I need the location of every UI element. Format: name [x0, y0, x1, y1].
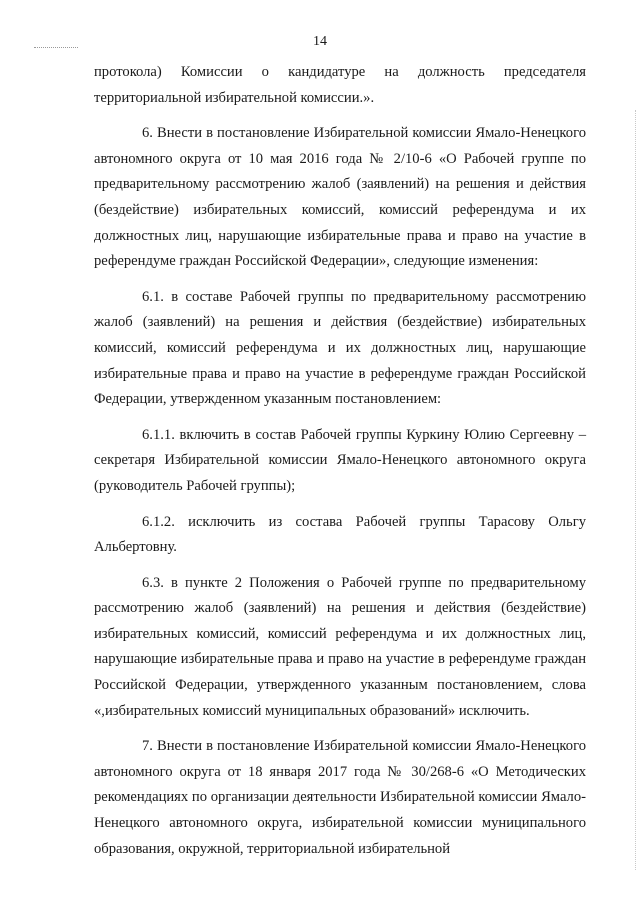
scan-edge-artifact	[635, 110, 638, 870]
document-body	[94, 60, 586, 862]
paragraph-item-6: 6. Внести в постановление Избирательной комиссии Ямало-Ненецкого автономного округа от 10 мая 2016 года № 2/10-6 «О Рабочей группе по предварительному рассмотрению жалоб (заявлений) на решения и действия (бездействие) избирательных комиссий, комиссий референдума и их должностных лиц, нарушающие избирательные права и право на участие в референдуме граждан Российской Федерации», следующие изменения:	[94, 125, 586, 270]
page-number: 14	[313, 34, 327, 49]
paragraph-continuation: протокола) Комиссии о кандидатуре на должность председателя территориальной избирательной комиссии.».	[94, 64, 586, 106]
paragraph-item-6-1-1: 6.1.1. включить в состав Рабочей группы Куркину Юлию Сергеевну – секретаря Избирательной комиссии Ямало-Ненецкого автономного округа (руководитель Рабочей группы);	[94, 426, 586, 494]
paragraph-item-6-1-2: 6.1.2. исключить из состава Рабочей группы Тарасову Ольгу Альбертовну.	[94, 513, 586, 556]
paragraph-item-6-3: 6.3. в пункте 2 Положения о Рабочей группе по предварительному рассмотрению жалоб (заявлений) на решения и действия (бездействие) избирательных комиссий, комиссий референдума и их должностных лиц, нарушающие избирательные права и право на участие в референдуме граждан Российской Федерации, утвержденного указанным постановлением, слова «,избирательных комиссий муниципальных образований» исключить.	[94, 574, 586, 719]
paragraph-item-7: 7. Внести в постановление Избирательной комиссии Ямало-Ненецкого автономного округа от 18 января 2017 года № 30/268-6 «О Методических рекомендациях по организации деятельности Избирательной комиссии Ямало-Ненецкого автономного округа, избирательной комиссии муниципального образования, окружной, территориальной избирательной	[94, 738, 586, 857]
paragraph-item-6-1: 6.1. в составе Рабочей группы по предварительному рассмотрению жалоб (заявлений) на решения и действия (бездействие) избирательных комиссий, комиссий референдума и их должностных лиц, нарушающие избирательные права и право на участие в референдуме граждан Российской Федерации, утвержденном указанным постановлением:	[94, 288, 586, 408]
